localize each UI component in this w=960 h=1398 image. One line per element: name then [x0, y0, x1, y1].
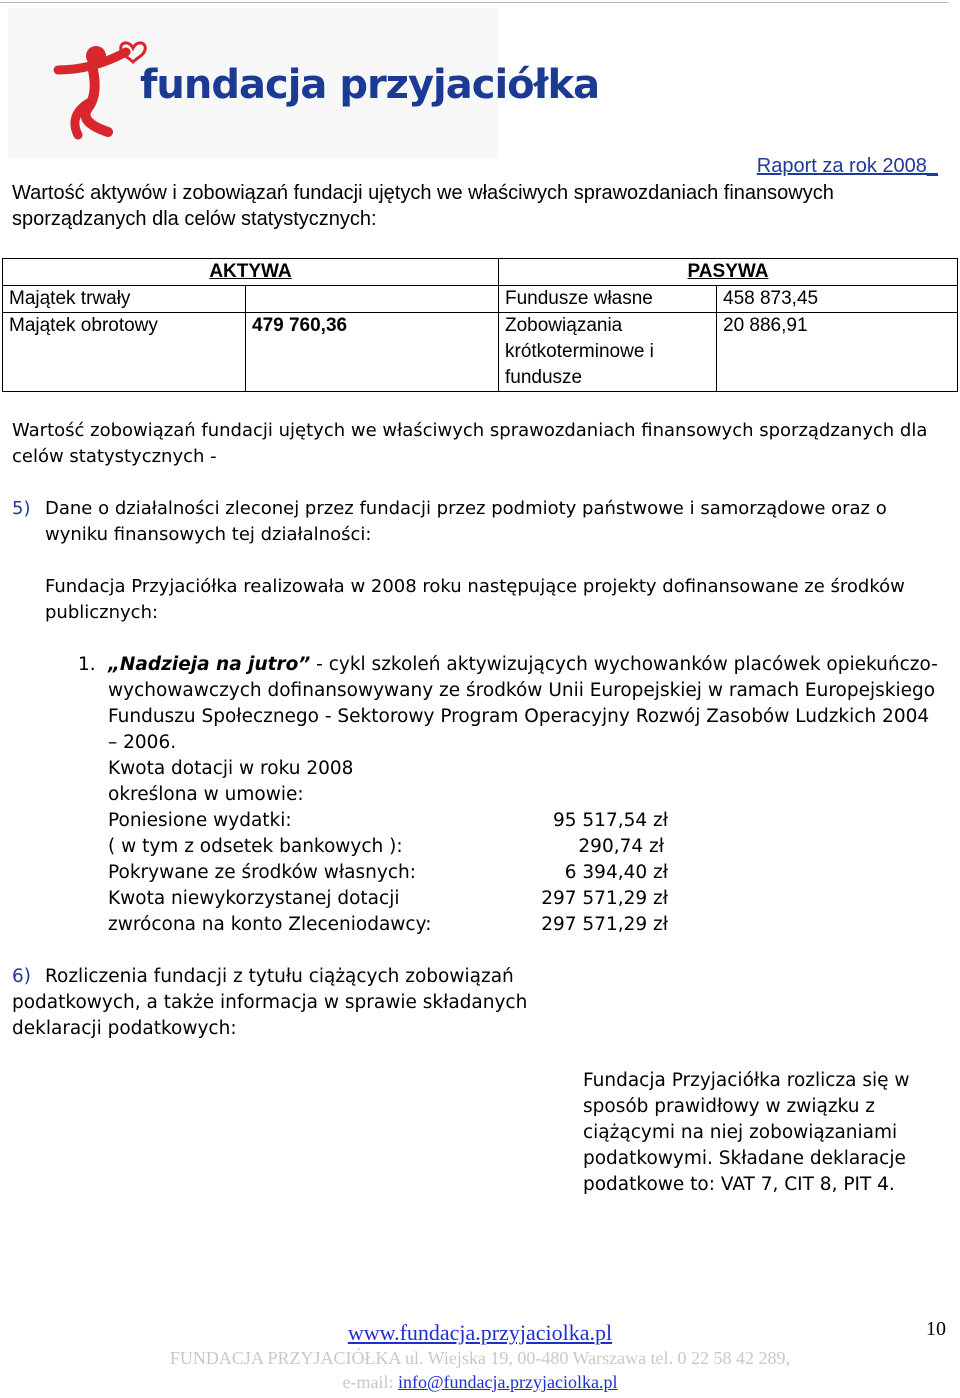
finance-row	[108, 834, 668, 860]
section6-number: 6)	[12, 966, 31, 987]
liability-label: Fundusze własne	[499, 286, 717, 313]
finance-row	[108, 860, 668, 886]
project-name: „Nadzieja na jutro”	[108, 654, 311, 675]
finance-value: 95 517,54 zł	[552, 810, 668, 831]
balance-row	[3, 313, 958, 392]
finance-value: 6 394,40 zł	[564, 862, 668, 883]
footer-email-label: e-mail:	[342, 1372, 394, 1392]
section5-number: 5)	[12, 498, 31, 519]
page-number: 10	[926, 1318, 946, 1340]
project-description: - cykl szkoleń aktywizujących wychowanków placówek opiekuńczo-wychowawczych dofinansowywany ze środków Unii Europejskiej w ramach Europejskiego Funduszu Społecznego - Sektorowy Program Operacyjny Rozwój Zasobów Ludzkich 2004 – 2006.	[108, 654, 938, 753]
footer-website-link[interactable]: www.fundacja.przyjaciolka.pl	[347, 1320, 613, 1345]
finance-list	[108, 808, 668, 938]
finance-label: zwrócona na konto Zleceniodawcy:	[108, 914, 432, 935]
asset-label: Majątek obrotowy	[3, 313, 246, 392]
finance-value: 290,74 zł	[578, 836, 664, 857]
footer-address: FUNDACJA PRZYJACIÓŁKA ul. Wiejska 19, 00-480 Warszawa tel. 0 22 58 42 289,	[169, 1348, 791, 1368]
asset-value: 479 760,36	[246, 313, 499, 392]
liability-value: 458 873,45	[717, 286, 958, 313]
finance-label: Pokrywane ze środków własnych:	[108, 862, 416, 883]
section6-answer: Fundacja Przyjaciółka rozlicza się w sposób prawidłowy w związku z ciążącymi na niej zobowiązaniami podatkowymi. Składane deklaracje podatkowe to: VAT 7, CIT 8, PIT 4.	[583, 1070, 910, 1195]
finance-row	[108, 912, 668, 938]
finance-label: Kwota niewykorzystanej dotacji	[108, 888, 400, 909]
section5-intro: Fundacja Przyjaciółka realizowała w 2008 roku następujące projekty dofinansowane ze środków publicznych:	[45, 576, 905, 623]
finance-value: 297 571,29 zł	[541, 914, 668, 935]
section5-title: Dane o działalności zleconej przez fundacji przez podmioty państwowe i samorządowe oraz o wyniku finansowych tej działalności:	[45, 498, 887, 545]
finance-value: 297 571,29 zł	[541, 888, 668, 909]
grant-label-line-2: określona w umowie:	[108, 784, 304, 805]
section6-title: Rozliczenia fundacji z tytułu ciążących zobowiązań podatkowych, a także informacja w sprawie składanych deklaracji podatkowych:	[12, 966, 528, 1039]
grant-label	[108, 756, 668, 808]
grant-label-line-1: Kwota dotacji w roku 2008	[108, 758, 354, 779]
project-block	[108, 652, 938, 756]
footer-email	[0, 1372, 960, 1393]
top-rule	[0, 2, 948, 3]
finance-label: Poniesione wydatki:	[108, 810, 292, 831]
asset-label: Majątek trwały	[3, 286, 246, 313]
finance-label: ( w tym z odsetek bankowych ):	[108, 836, 403, 857]
footer-email-link[interactable]: info@fundacja.przyjaciolka.pl	[397, 1372, 618, 1392]
liabilities-text: Wartość zobowiązań fundacji ujętych we właściwych sprawozdaniach finansowych sporządzanych dla celów statystycznych -	[12, 420, 928, 467]
finance-row	[108, 808, 668, 834]
logo-wordmark: fundacja przyjaciółka	[140, 62, 600, 108]
balance-table	[2, 258, 958, 392]
balance-header-row	[3, 259, 958, 286]
pasywa-header: PASYWA	[499, 259, 958, 286]
liability-label: Zobowiązania krótkoterminowe i fundusze	[499, 313, 717, 392]
finance-row	[108, 886, 668, 912]
asset-value	[246, 286, 499, 313]
report-title: Raport za rok 2008_	[756, 155, 938, 177]
project-number: 1.	[78, 654, 96, 675]
liability-value: 20 886,91	[717, 313, 958, 392]
assets-intro: Wartość aktywów i zobowiązań fundacji ujętych we właściwych sprawozdaniach finansowych sporządzanych dla celów statystycznych:	[12, 182, 834, 230]
balance-row	[3, 286, 958, 313]
aktywa-header: AKTYWA	[3, 259, 499, 286]
